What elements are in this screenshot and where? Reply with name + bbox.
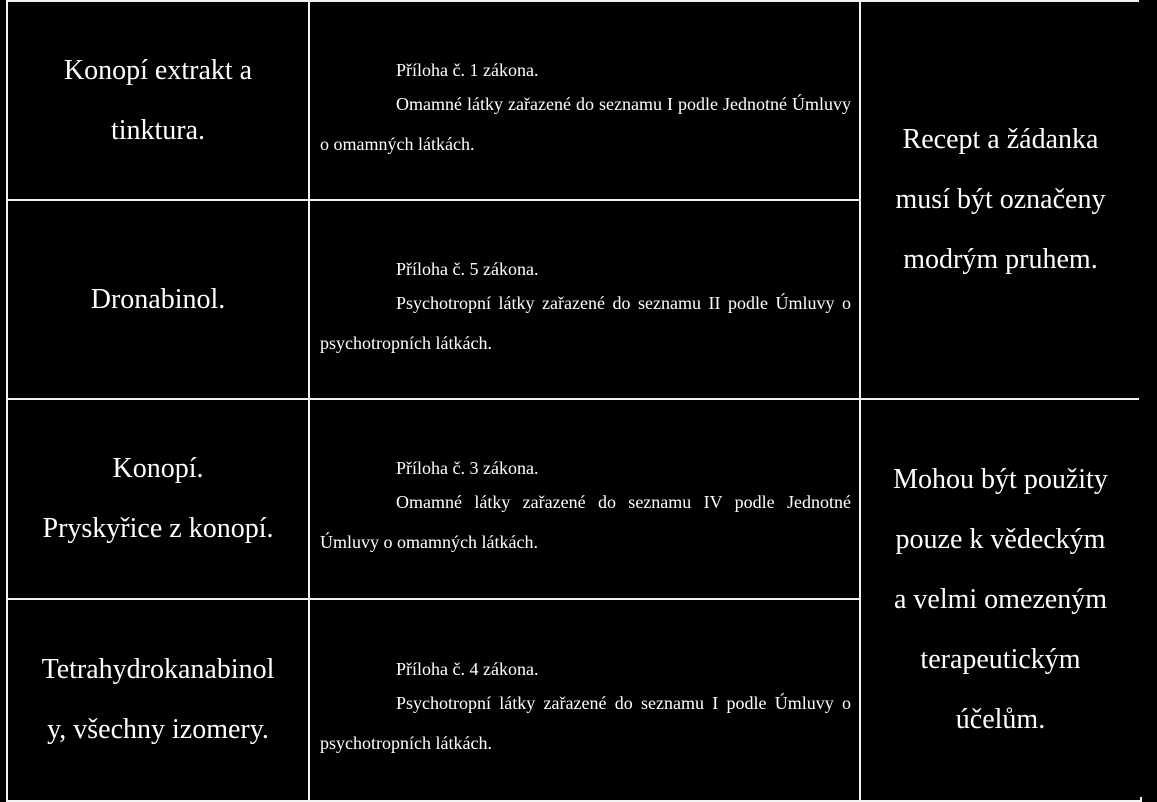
substance-cell [7,200,309,399]
table-row [7,399,1141,599]
cannabis-legal-table [6,0,1142,802]
annex-cell [309,200,860,399]
note-line: modrým pruhem. [903,244,1098,275]
annex-title: Příloha č. 4 zákona. [396,659,539,679]
substance-line: Konopí extrakt a [63,54,253,86]
substance-line: Konopí. [112,453,204,484]
annex-title: Příloha č. 3 zákona. [396,458,539,478]
annex-cell [309,599,860,801]
annex-title: Příloha č. 5 zákona. [396,258,539,279]
annex-description: Psychotropní látky zařazené do seznamu I podle Úmluvy o psychotropních látkách. [320,693,851,753]
note-line: musí být označeny [895,184,1106,215]
note-line: terapeutickým [920,644,1081,675]
right-margin [1139,0,1157,797]
note-line: Mohou být použity [893,464,1108,495]
substance-line: y, všechny izomery. [47,714,269,745]
annex-description: Omamné látky zařazené do seznamu I podle Jednotné Úmluvy o omamných látkách. [320,93,851,154]
note-cell [860,399,1141,801]
annex-cell [309,1,860,200]
note-line: Recept a žádanka [902,124,1099,155]
substance-cell [7,599,309,801]
substance-line: Tetrahydrokanabinol [41,654,275,685]
substance-line: Pryskyřice z konopí. [42,513,274,544]
annex-description: Psychotropní látky zařazené do seznamu II podle Úmluvy o psychotropních látkách. [320,292,851,353]
annex-title: Příloha č. 1 zákona. [396,59,539,80]
note-line: účelům. [955,704,1046,735]
substance-line: tinktura. [110,114,206,146]
note-line: pouze k vědeckým [895,524,1106,555]
annex-description: Omamné látky zařazené do seznamu IV podle Jednotné Úmluvy o omamných látkách. [320,492,851,552]
table-row [7,1,1141,200]
annex-cell [309,399,860,599]
note-line: a velmi omezeným [893,584,1108,615]
substance-cell [7,399,309,599]
note-cell [860,1,1141,399]
substance-cell [7,1,309,200]
substance-line: Dronabinol. [90,283,226,315]
